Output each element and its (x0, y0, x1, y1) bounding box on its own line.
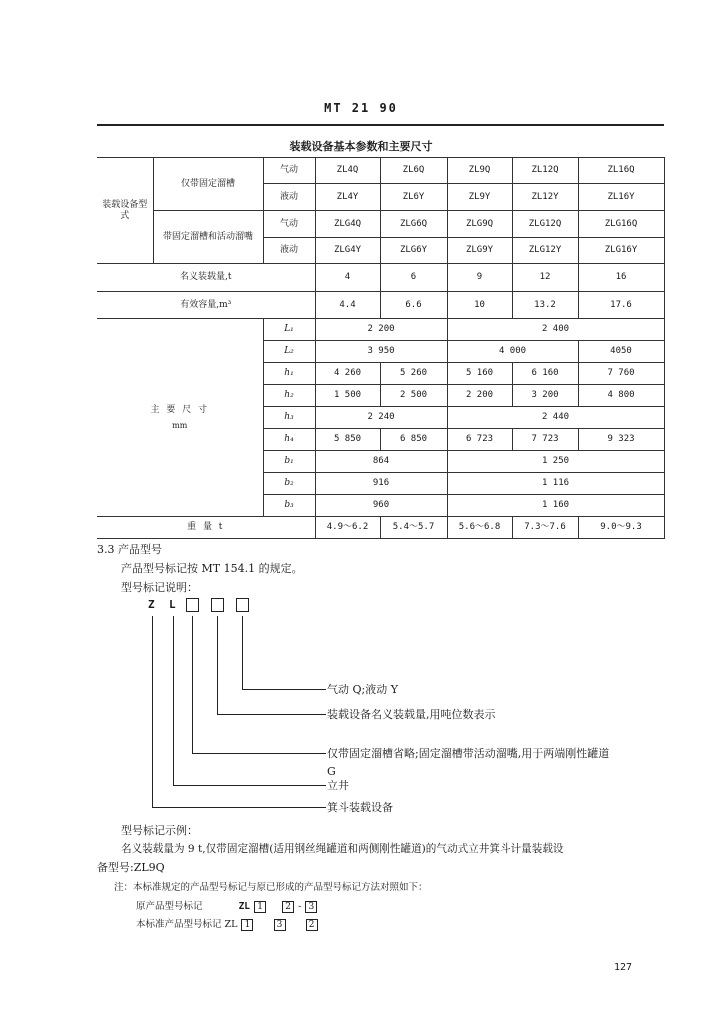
volume-value: 13.2 (512, 292, 578, 319)
dim-value: 1 500 (315, 385, 380, 407)
old-mark-text: 原产品型号标记 (136, 901, 203, 912)
leader-line (152, 616, 153, 808)
example-title: 型号标记示例： (121, 824, 198, 837)
dim-value: 2 400 (447, 319, 664, 341)
new-mark-text: 本标准产品型号标记 ZL (136, 919, 238, 930)
rated-load-value: 9 (447, 264, 512, 292)
dim-value: 2 440 (447, 407, 664, 429)
old-mark-box: 2 (282, 901, 294, 913)
dim-value: 2 200 (447, 385, 512, 407)
model-cell: ZLG6Q (380, 211, 447, 238)
model-cell: ZLG16Q (578, 211, 664, 238)
example-body: 名义装载量为 9 t,仅带固定溜槽(适用钢丝绳罐道和两侧刚性罐道)的气动式立井箕斗计量装载设 (121, 843, 564, 855)
designation-label: 气动 Q;液动 Y (327, 683, 398, 696)
dim-value: 3 200 (512, 385, 578, 407)
spec-table (97, 157, 665, 539)
model-cell: ZL4Y (315, 184, 380, 211)
leader-line (192, 753, 326, 754)
model-cell: ZL9Q (447, 158, 512, 184)
weight-value: 7.3～7.6 (512, 517, 578, 539)
volume-value: 6.6 (380, 292, 447, 319)
new-mark-box: 3 (274, 919, 286, 931)
leader-line (217, 616, 218, 715)
rated-load-value: 4 (315, 264, 380, 292)
model-cell: ZL6Y (380, 184, 447, 211)
rated-load-label: 名义装载量,t (97, 264, 315, 292)
main-dimensions-unit: mm (172, 420, 188, 430)
dim-value: 2 200 (315, 319, 447, 341)
model-cell: ZLG9Q (447, 211, 512, 238)
dim-value: 4 000 (447, 341, 578, 363)
paragraph: 型号标记说明： (121, 581, 198, 594)
letter-l: L (169, 598, 176, 611)
standard-code: MT 21 90 (324, 101, 398, 115)
header-rule (97, 124, 664, 126)
dim-symbol: b₁ (263, 451, 315, 473)
dim-value: 5 850 (315, 429, 380, 451)
hydraulic-label: 液动 (263, 184, 315, 211)
dim-value: 7 760 (578, 363, 664, 385)
model-cell: ZL12Q (512, 158, 578, 184)
dim-value: 4050 (578, 341, 664, 363)
weight-value: 5.4～5.7 (380, 517, 447, 539)
dim-value: 864 (315, 451, 447, 473)
dim-value: 5 260 (380, 363, 447, 385)
model-cell: ZLG12Q (512, 211, 578, 238)
pneumatic-label: 气动 (263, 211, 315, 238)
dim-value: 1 160 (447, 495, 664, 517)
volume-value: 17.6 (578, 292, 664, 319)
dim-value: 2 240 (315, 407, 447, 429)
model-cell: ZL16Y (578, 184, 664, 211)
rated-load-value: 16 (578, 264, 664, 292)
leader-line (217, 714, 326, 715)
model-cell: ZLG9Y (447, 238, 512, 264)
fixed-moving-chute-label: 带固定溜槽和活动溜嘴 (153, 211, 263, 264)
dim-value: 1 250 (447, 451, 664, 473)
new-mark-label (136, 917, 319, 932)
leader-line (173, 616, 174, 786)
paragraph: 产品型号标记按 MT 154.1 的规定。 (121, 562, 303, 575)
dim-value: 960 (315, 495, 447, 517)
model-cell: ZL16Q (578, 158, 664, 184)
old-mark-box: 3 (305, 901, 317, 913)
dim-value: 4 260 (315, 363, 380, 385)
dim-symbol: L₁ (263, 319, 315, 341)
model-cell: ZLG12Y (512, 238, 578, 264)
dim-value: 2 500 (380, 385, 447, 407)
model-cell: ZL6Q (380, 158, 447, 184)
section-heading: 3.3 产品型号 (97, 543, 162, 556)
model-cell: ZL12Y (512, 184, 578, 211)
leader-line (152, 807, 326, 808)
note: 注：本标准规定的产品型号标记与原已形成的产品型号标记方法对照如下： (114, 882, 428, 893)
model-cell: ZL4Q (315, 158, 380, 184)
volume-value: 10 (447, 292, 512, 319)
letter-z: Z (148, 598, 155, 611)
example-body: 备型号:ZL9Q (97, 861, 165, 874)
dim-value: 6 160 (512, 363, 578, 385)
dim-value: 6 850 (380, 429, 447, 451)
old-mark-prefix: ZL (238, 901, 251, 912)
dim-symbol: b₃ (263, 495, 315, 517)
weight-value: 4.9～6.2 (315, 517, 380, 539)
fixed-chute-label: 仅带固定溜槽 (153, 158, 263, 211)
weight-value: 9.0～9.3 (578, 517, 664, 539)
designation-label: 仅带固定溜槽省略;固定溜槽带活动溜嘴,用于两端刚性罐道 (327, 747, 610, 760)
dim-value: 9 323 (578, 429, 664, 451)
leader-line (173, 785, 326, 786)
page-number: 127 (614, 962, 633, 973)
new-mark-box: 1 (241, 919, 253, 931)
weight-label: 重 量 t (97, 517, 315, 539)
leader-line (192, 616, 193, 754)
leader-line (242, 689, 326, 690)
designation-label: 立井 (327, 779, 349, 792)
model-cell: ZLG4Y (315, 238, 380, 264)
placeholder-box-2 (211, 598, 224, 612)
dim-value: 6 723 (447, 429, 512, 451)
dim-value: 7 723 (512, 429, 578, 451)
volume-value: 4.4 (315, 292, 380, 319)
leader-line (242, 616, 243, 690)
table-caption: 装载设备基本参数和主要尺寸 (289, 140, 433, 153)
main-dimensions-title: 主 要 尺 寸 (150, 404, 210, 415)
dim-symbol: b₂ (263, 473, 315, 495)
dim-symbol: h₄ (263, 429, 315, 451)
designation-label: 箕斗装载设备 (327, 801, 393, 814)
model-type-label: 装载设备型式 (97, 158, 153, 264)
main-dimensions-label (97, 319, 263, 517)
model-cell: ZLG6Y (380, 238, 447, 264)
dim-symbol: h₁ (263, 363, 315, 385)
dim-symbol: h₃ (263, 407, 315, 429)
dim-symbol: h₂ (263, 385, 315, 407)
dim-value: 3 950 (315, 341, 447, 363)
rated-load-value: 12 (512, 264, 578, 292)
model-cell: ZLG16Y (578, 238, 664, 264)
weight-value: 5.6～6.8 (447, 517, 512, 539)
dim-value: 4 800 (578, 385, 664, 407)
placeholder-box-3 (236, 598, 249, 612)
dim-value: 916 (315, 473, 447, 495)
model-cell: ZLG4Q (315, 211, 380, 238)
new-mark-box: 2 (306, 919, 318, 931)
old-mark-box: 1 (254, 901, 266, 913)
dim-symbol: L₂ (263, 341, 315, 363)
designation-label: 装载设备名义装载量,用吨位数表示 (327, 708, 496, 721)
old-mark-label (136, 899, 318, 914)
placeholder-box-1 (186, 598, 199, 612)
model-cell: ZL9Y (447, 184, 512, 211)
pneumatic-label: 气动 (263, 158, 315, 184)
rated-load-value: 6 (380, 264, 447, 292)
dim-value: 5 160 (447, 363, 512, 385)
volume-label: 有效容量,m³ (97, 292, 315, 319)
designation-label: G (327, 765, 336, 778)
dim-value: 1 116 (447, 473, 664, 495)
old-mark-separator: - (298, 901, 302, 912)
hydraulic-label: 液动 (263, 238, 315, 264)
